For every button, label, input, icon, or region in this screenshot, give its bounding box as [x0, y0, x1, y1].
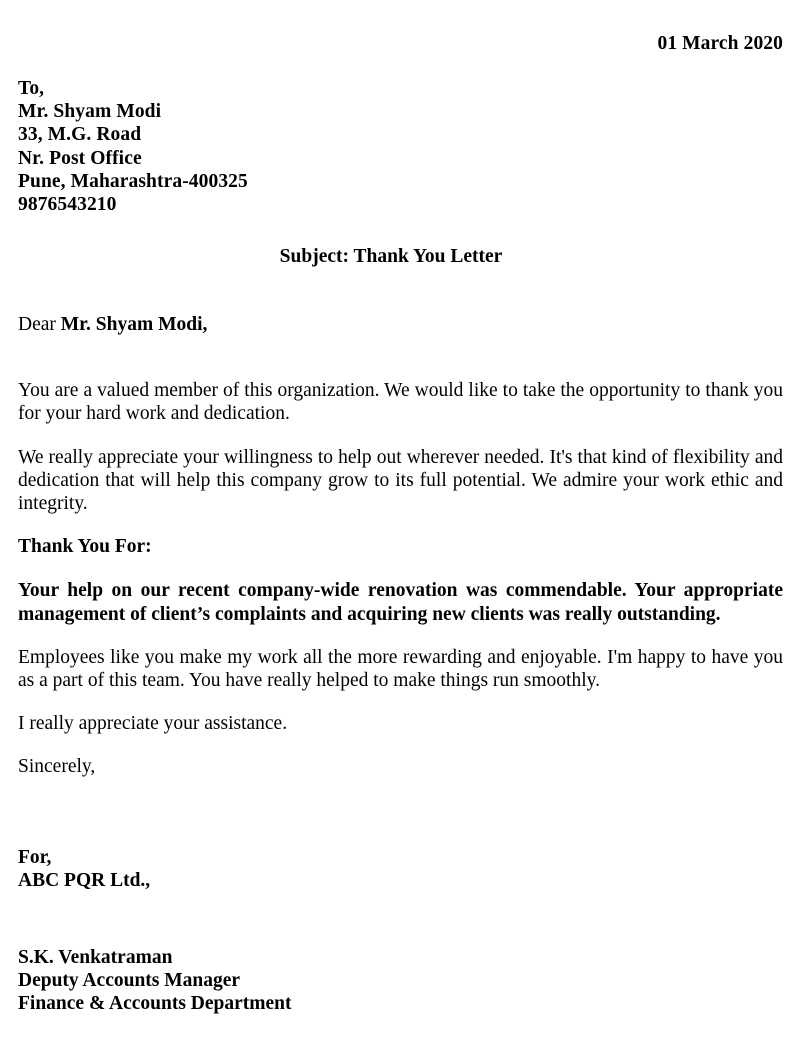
signer-details-block: [18, 946, 783, 1016]
address-line: Mr. Shyam Modi: [18, 101, 162, 123]
body-paragraph-3: Employees like you make my work all the more rewarding and enjoyable. I'm happy to have you as a part of this team. You have really helped to make things run smoothly.: [18, 646, 783, 692]
thank-you-for-heading: Thank You For:: [18, 536, 152, 558]
address-line: Pune, Maharashtra-400325: [18, 170, 248, 192]
subject-line: Subject: Thank You Letter: [279, 246, 503, 268]
body-paragraph-4: I really appreciate your assistance.: [18, 713, 288, 735]
salutation-prefix: Dear: [18, 314, 61, 336]
address-line: 9876543210: [18, 194, 117, 216]
address-line: 33, M.G. Road: [18, 124, 142, 146]
thank-you-reasons-paragraph: Your help on our recent company-wide renovation was commendable. Your appropriate management of client’s complaints and acquiring new clients was really outstanding.: [18, 580, 783, 625]
recipient-address-block: [18, 77, 783, 216]
signer-name: S.K. Venkatraman: [18, 947, 173, 969]
address-line: To,: [18, 78, 45, 99]
signer-department: Finance & Accounts Department: [18, 993, 292, 1015]
company-line: ABC PQR Ltd.,: [18, 869, 151, 891]
company-signature-block: [18, 846, 783, 892]
closing-line: Sincerely,: [18, 756, 96, 778]
signer-designation: Deputy Accounts Manager: [18, 970, 241, 992]
body-paragraph-2: We really appreciate your willingness to help out wherever needed. It's that kind of flexibility and dedication that will help this company grow to its full potential. We admire your work ethic and integrity.: [18, 446, 783, 515]
salutation-recipient-name: Mr. Shyam Modi,: [60, 314, 208, 336]
salutation: [18, 313, 783, 336]
body-paragraph-1: You are a valued member of this organization. We would like to take the opportunity to thank you for your hard work and dedication.: [18, 380, 783, 425]
company-line: For,: [18, 846, 52, 868]
address-line: Nr. Post Office: [18, 147, 142, 169]
letter-date: 01 March 2020: [657, 33, 783, 54]
